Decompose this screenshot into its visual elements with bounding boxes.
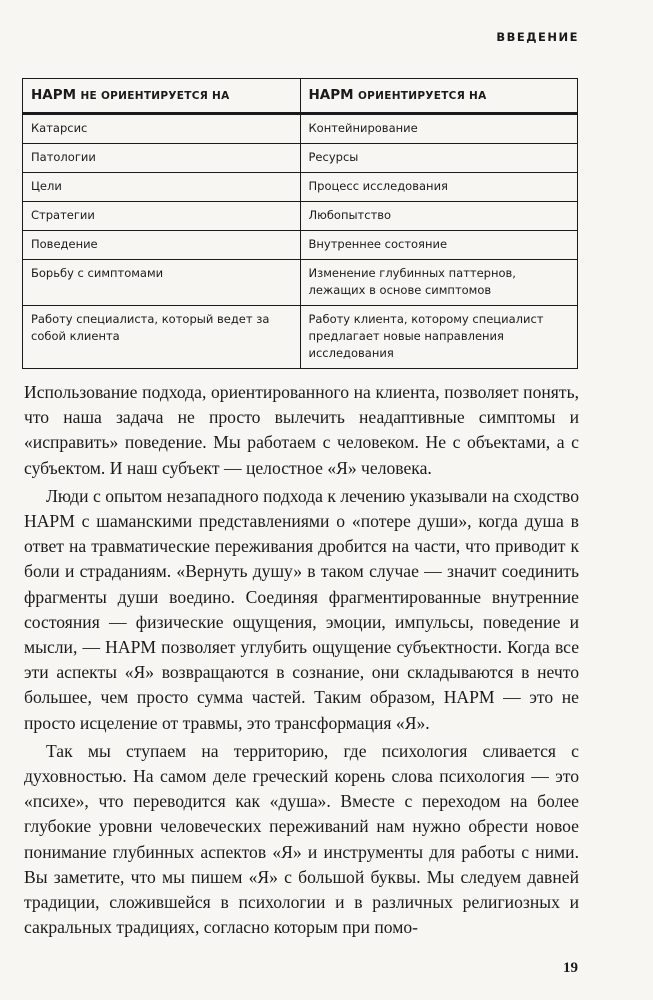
table-cell-right: Изменение глубинных паттернов, лежащих в основе симптомов xyxy=(300,260,578,306)
table-cell-left: Цели xyxy=(23,173,301,202)
table-cell-left: Работу специалиста, который ведет за собой клиента xyxy=(23,306,301,369)
table-cell-right: Контейнирование xyxy=(300,114,578,144)
table-header-right xyxy=(300,79,578,114)
table-cell-left: Катарсис xyxy=(23,114,301,144)
header-right-small: ОРИЕНТИРУЕТСЯ НА xyxy=(357,90,487,102)
table-row xyxy=(23,202,578,231)
table-header-row xyxy=(23,79,578,114)
header-left-small: НЕ ОРИЕНТИРУЕТСЯ НА xyxy=(80,90,230,102)
table-row xyxy=(23,260,578,306)
table-cell-right: Ресурсы xyxy=(300,144,578,173)
page-number: 19 xyxy=(563,960,578,976)
table-cell-left: Стратегии xyxy=(23,202,301,231)
table-row xyxy=(23,231,578,260)
comparison-table xyxy=(22,78,578,369)
table-row xyxy=(23,144,578,173)
table-cell-left: Патологии xyxy=(23,144,301,173)
table-cell-left: Поведение xyxy=(23,231,301,260)
paragraph: Люди с опытом незападного подхода к лечению указывали на сходство НАРМ с шаманскими представлениями о «потере души», когда душа в ответ на травматические переживания дробится на части, что приводит к боли и страданиям. «Вернуть душу» в таком случае — значит соединить фрагменты души воедино. Соединяя фрагментированные внутренние состояния — физические ощущения, эмоции, импульсы, поведение и мысли, — НАРМ позволяет углубить ощущение субъектности. Когда все эти аспекты «Я» возвращаются в сознание, они складываются в нечто большее, чем просто сумма частей. Таким образом, НАРМ — это не просто исцеление от травмы, это трансформация «Я». xyxy=(24,485,579,733)
table-header-left xyxy=(23,79,301,114)
running-header: ВВЕДЕНИЕ xyxy=(496,30,579,44)
table-cell-right: Процесс исследования xyxy=(300,173,578,202)
header-right-main: НАРМ xyxy=(308,87,354,103)
table-row xyxy=(23,114,578,144)
table-row xyxy=(23,306,578,369)
table-cell-right: Работу клиента, которому специалист предлагает новые направления исследования xyxy=(300,306,578,369)
table-cell-right: Внутреннее состояние xyxy=(300,231,578,260)
header-left-main: НАРМ xyxy=(31,87,77,103)
paragraph: Так мы ступаем на территорию, где психология сливается с духовностью. На самом деле греческий корень слова психология — это «психе», что переводится как «душа». Вместе с переходом на более глубокие уровни человеческих переживаний нам нужно обрести новое понимание глубинных аспектов «Я» и инструменты для работы с ними. Вы заметите, что мы пишем «Я» с большой буквы. Мы следуем давней традиции, сложившейся в психологии и в различных религиозных и сакральных традициях, согласно которым при помо- xyxy=(24,740,579,938)
table-cell-right: Любопытство xyxy=(300,202,578,231)
table-cell-left: Борьбу с симптомами xyxy=(23,260,301,306)
table-row xyxy=(23,173,578,202)
paragraph: Использование подхода, ориентированного на клиента, позволяет понять, что наша задача не просто вылечить неадаптивные симптомы и «исправить» поведение. Мы работаем с человеком. Не с объектами, а с субъектом. И наш субъект — целостное «Я» человека. xyxy=(24,382,579,478)
body-text xyxy=(24,380,579,940)
